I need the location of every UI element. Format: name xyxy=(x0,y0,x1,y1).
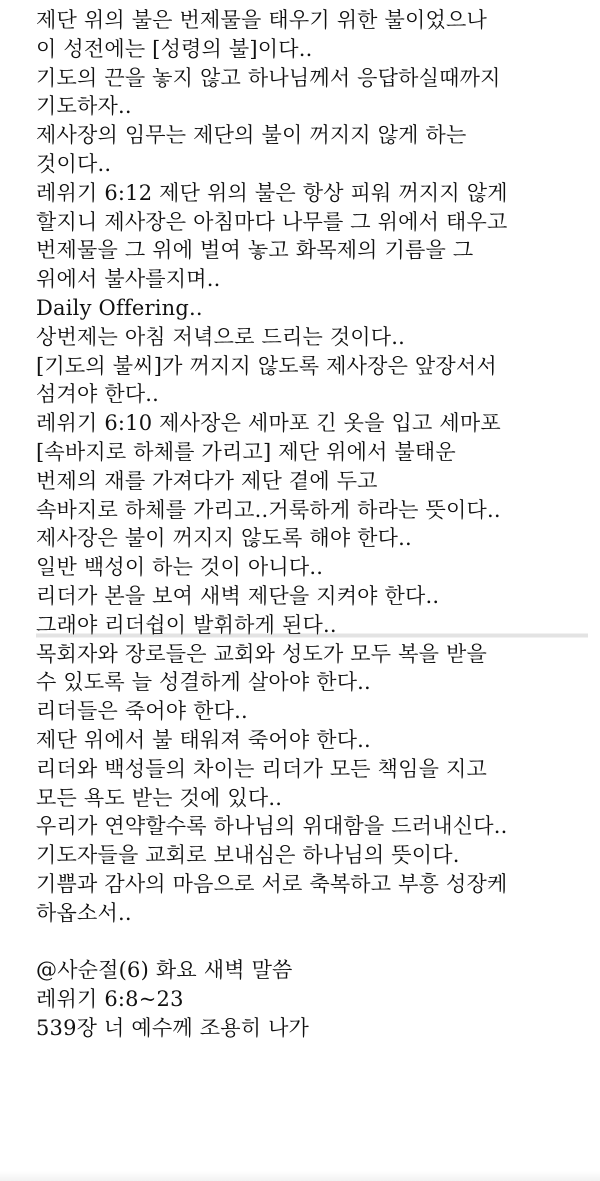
text-line: 기도자들을 교회로 보내심은 하나님의 뜻이다. xyxy=(36,843,460,868)
text-line-highlighted: 그래야 리더쉽이 발휘하게 된다.. xyxy=(36,611,588,640)
text-line: 제사장은 불이 꺼지지 않도록 해야 한다.. xyxy=(36,526,412,551)
text-line: 이 성전에는 [성령의 불]이다.. xyxy=(36,36,313,61)
text-line: 리더와 백성들의 차이는 리더가 모든 책임을 지고 xyxy=(36,756,487,781)
bottom-edge xyxy=(0,1171,600,1181)
text-line: 수 있도록 늘 성결하게 살아야 한다.. xyxy=(36,670,371,695)
text-line: 기도의 끈을 놓지 않고 하나님께서 응답하실때까지 xyxy=(36,65,501,90)
scripture-reference-line: 레위기 6:8~23 xyxy=(36,987,184,1012)
hymn-line: 539장 너 예수께 조용히 나가 xyxy=(36,1015,310,1040)
text-line: 상번제는 아침 저녁으로 드리는 것이다.. xyxy=(36,324,406,349)
text-line: Daily Offering.. xyxy=(36,295,203,320)
text-line: 목회자와 장로들은 교회와 성도가 모두 복을 받을 xyxy=(36,641,487,666)
text-line: 기쁨과 감사의 마음으로 서로 축복하고 부흥 성장케 xyxy=(36,871,508,896)
text-line: 섬겨야 한다.. xyxy=(36,382,160,407)
text-line: 번제물을 그 위에 벌여 놓고 화목제의 기름을 그 xyxy=(36,238,474,263)
text-line: 하옵소서.. xyxy=(36,900,132,925)
text-line: 제사장의 임무는 제단의 불이 꺼지지 않게 하는 xyxy=(36,123,467,148)
text-line: 모든 욕도 받는 것에 있다.. xyxy=(36,785,283,810)
text-line: 리더가 본을 보여 새벽 제단을 지켜야 한다.. xyxy=(36,583,440,608)
text-line: 위에서 불사를지며.. xyxy=(36,267,221,292)
sermon-title-line: @사순절(6) 화요 새벽 말씀 xyxy=(36,958,293,983)
text-line: [속바지로 하체를 가리고] 제단 위에서 불태운 xyxy=(36,439,456,464)
text-line: 레위기 6:10 제사장은 세마포 긴 옷을 입고 세마포 xyxy=(36,411,501,436)
text-line: 리더들은 죽어야 한다.. xyxy=(36,699,248,724)
text-line: 일반 백성이 하는 것이 아니다.. xyxy=(36,555,324,580)
blank-line xyxy=(36,928,588,957)
text-line: [기도의 불씨]가 꺼지지 않도록 제사장은 앞장서서 xyxy=(36,353,497,378)
text-line: 우리가 연약할수록 하나님의 위대함을 드러내신다.. xyxy=(36,814,508,839)
text-line: 제단 위에서 불 태워져 죽어야 한다.. xyxy=(36,727,371,752)
text-line: 기도하자.. xyxy=(36,94,132,119)
text-line: 번제의 재를 가져다가 제단 곁에 두고 xyxy=(36,468,378,493)
text-line: 레위기 6:12 제단 위의 불은 항상 피워 꺼지지 않게 xyxy=(36,180,508,205)
text-line: 것이다.. xyxy=(36,151,112,176)
text-line: 속바지로 하체를 가리고..거룩하게 하라는 뜻이다.. xyxy=(36,497,501,522)
text-line: 할지니 제사장은 아침마다 나무를 그 위에서 태우고 xyxy=(36,209,508,234)
text-line: 제단 위의 불은 번제물을 태우기 위한 불이었으나 xyxy=(36,8,487,32)
